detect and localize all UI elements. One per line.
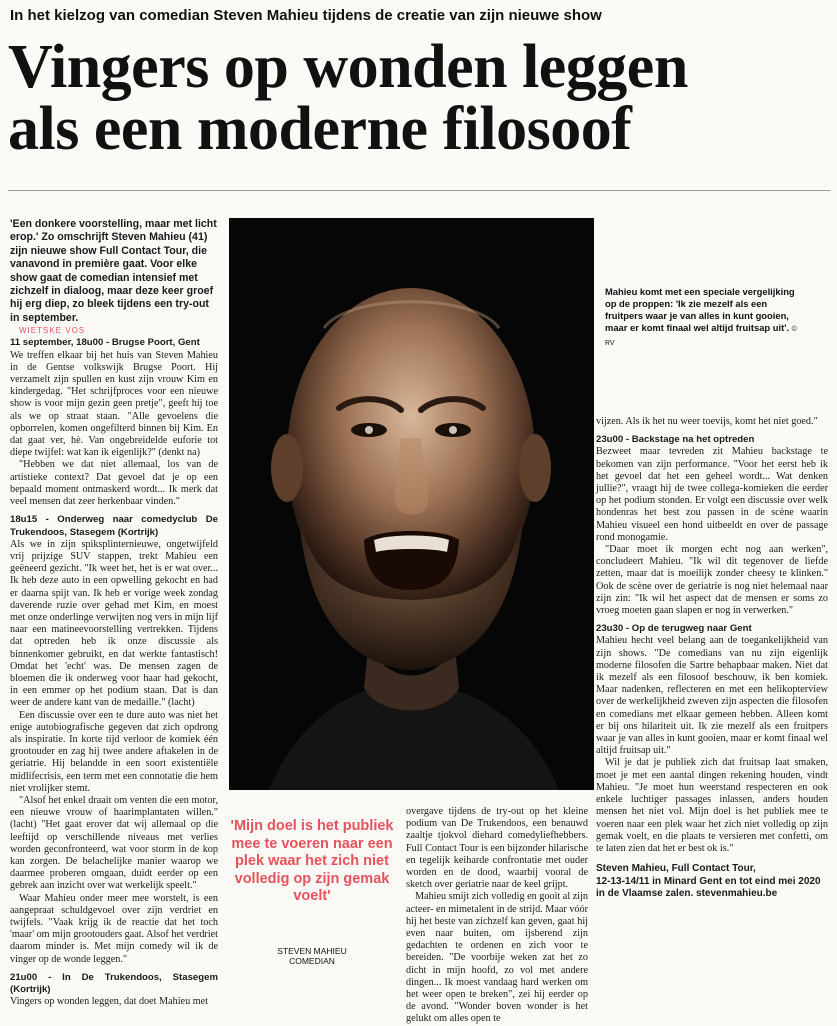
body-paragraph: vijzen. Als ik het nu weer toevijs, komt het niet goed.": [596, 416, 818, 427]
column-3: [596, 416, 828, 1000]
pull-quote-name: STEVEN MAHIEU: [277, 946, 347, 956]
body-paragraph: overgave tijdens de try-out op het kleine podium van De Trukendoos, een benauwd zaaltje tjokvol diehard comedyliefhebbers. Full Contact Tour is een bijzonder hilarische en tegelijk keiharde confrontatie met ouder worden en de dood, waarbij vooral de sketch over geriatrie naar de keel grijpt.: [406, 806, 588, 891]
column-2: [406, 806, 588, 1025]
column-1: [10, 218, 218, 1008]
column-3-body: [596, 416, 828, 855]
body-paragraph: Vingers op wonden leggen, dat doet Mahieu met: [10, 996, 208, 1008]
author-byline: WIETSKE VOS: [19, 326, 86, 336]
section-subheading: 11 september, 18u00 - Brugse Poort, Gent: [10, 337, 200, 349]
intro-text: 'Een donkere voorstelling, maar met licht erop.' Zo omschrijft Steven Mahieu (41) zijn nieuwe show Full Contact Tour, die vanavond in première gaat. Voor elke show gaat de comedian intensief met zichzelf in dialoog, maar deze keer groef hij erg diep, zo bleek tijdens een try-out in september.: [10, 218, 217, 324]
portrait-illustration: [229, 218, 594, 790]
body-paragraph: Mahieu smijt zich volledig en gooit al zijn acteer- en mimetalent in de strijd. Maar vóór hij het beste van zichzelf kan geven, gaat hij even naar buiten, om ijsberend zijn gedachten te ordenen en zich voor te bereiden. "De voorbije weken zat het zo dicht in mijn hoofd, zo vol met andere dingen... Ik moest vandaag hard werken om het weer open te breken", zei hij eerder op de avond. "Wonder boven wonder is het gelukt om alles open te: [406, 891, 588, 1025]
show-info-line-2: 12-13-14/11 in Minard Gent en tot eind mei 2020 in de Vlaamse zalen. stevenmahieu.be: [596, 875, 821, 899]
kicker: In het kielzog van comedian Steven Mahieu tijdens de creatie van zijn nieuwe show: [10, 7, 602, 24]
body-paragraph: Wil je dat je publiek zich dat fruitsap laat smaken, moet je met een aantal dingen rekening houden, vindt Mahieu. "Je moet hun weerstand respecteren en ook enkele luchtiger passages inlassen, anders houden mensen het niet vol. Mijn doel is het publiek mee te voeren naar een plek waar het zich niet volledig op zijn gemak voelt, en die plaats te versieren met confetti, om te laten zien dat het er best ok is.": [596, 757, 828, 854]
show-info-line-1: Steven Mahieu, Full Contact Tour,: [596, 863, 756, 875]
body-paragraph: Waar Mahieu onder meer mee worstelt, is een aangepraat schuldgevoel over zijn verdriet en twijfels. "Vaak krijg ik de reactie dat het toch 'maar' om mijn grootouders gaat. Alsof het verdriet daarom minder is. Met mijn comedy wil ik de vinger op de wonde leggen.": [10, 892, 218, 965]
pull-quote: 'Mijn doel is het publiek mee te voeren naar een plek waar het zich niet volledig op zijn gemak voelt': [230, 818, 394, 904]
headline-line-1: Vingers op wonden leggen: [8, 33, 688, 101]
body-paragraph: Mahieu hecht veel belang aan de toegankelijkheid van zijn shows. "De comedians van nu zijn eigenlijk moderne filosofen die Sartre behapbaar maken. Niet dat ik mezelf als een filosoof beschouw, ik ben komiek. Maar nadenken, reflecteren en met een helikopterview over de werkelijkheid zweven zijn aspecten die filosofen en comedians met elkaar gemeen hebben. Alleen komt er bij ons hilariteit uit. Ik zie mezelf als een fruitpers waar je van alles in kunt gooien, maar er komt finaal wel altijd fruitsap uit.": [596, 635, 828, 757]
column-2-body: [406, 806, 588, 1026]
caption-text: Mahieu komt met een speciale vergelijking op de proppen: 'Ik zie mezelf als een fruitpers waar je van alles in kunt gooien, maar er komt finaal wel altijd fruitsap uit'.: [605, 286, 795, 333]
headline-line-2: als een moderne filosoof: [8, 95, 632, 163]
body-paragraph: We treffen elkaar bij het huis van Steven Mahieu in de Gentse volkswijk Brugse Poort. Hij verzamelt zijn spullen en kust zijn vrouw Kim en kindergedag. "Het schrijfproces voor een nieuwe show is voor mijn gezin geen pretje", geeft hij toe als we op straat staan. "Alle gevoelens die opborrelen, komen ongefilterd binnen bij Kim. En dat gaat ver, hè. Van ongebreidelde euforie tot diepe twijfel: wat kan ik eigenlijk?" (denkt na): [10, 349, 218, 459]
body-paragraph: "Alsof het enkel draait om venten die een motor, een nieuwe vrouw of haarimplantaten willen." (lacht) "Het gaat erover dat wij allemaal op die leeftijd op verschillende niveaus met verlies worden geconfronteerd, wat voor storm in de kop kan zorgen. De belachelijke manier waarop we daarmee proberen omgaan, duidt eerder op een gebrek aan inzicht over wat werkelijk speelt.": [10, 794, 218, 892]
body-paragraph: Bezweet maar tevreden zit Mahieu backstage te bekomen van zijn performance. "Voor het eerst heb ik het gevoel dat het een geheel wordt... Wat denken jullie?", vraagt hij de twee collega-komieken die eerder op het podium stonden. Er volgt een discussie over welk hondenras het best zou passen in de scène waarin Mahieu visueel een hond uitbeeldt en over de passage rond monogamie.: [596, 446, 828, 543]
body-paragraph: "Daar moet ik morgen echt nog aan werken", concludeert Mahieu. "Ik wil dit tegenover de liefde zetten, maar dat is moeilijk zonder cheesy te klinken." Ook de scène over de geriatrie is nog niet helemaal naar zijn zin: "Ik wil het aspect dat de mensen er soms zo vroeg moeten gaan slapen er nog in verwerken.": [596, 544, 828, 617]
photo-caption: [605, 286, 805, 350]
photo-credit: © RV: [605, 326, 797, 347]
section-subheading: 23u00 - Backstage na het optreden: [596, 434, 755, 446]
section-subheading: 23u30 - Op de terugweg naar Gent: [596, 623, 752, 635]
body-paragraph: Een discussie over een te dure auto was niet het enige autobiografische gegeven dat zich opdrong als inspiratie. In korte tijd verloor de komiek één grootouder en zag hij twee andere aftakelen in de geriatrie. Hij belandde in een soort existentiële midlifecrisis, een term met een connotatie die hem niet vrolijker stemt.: [10, 709, 218, 794]
section-subheading: 18u15 - Onderweg naar comedyclub De Trukendoos, Stasegem (Kortrijk): [10, 514, 218, 538]
headline: [8, 33, 830, 163]
body-paragraph: Als we in zijn spiksplinternieuwe, ongetwijfeld vrij prijzige SUV stappen, trekt Mahieu een geëneerd gezicht. "Ik weet het, het is er wat over... Ik heb deze auto in een opwelling gekocht en had er daarna spijt van. Ik heb er vorige week zondag daverende ruzie over gehad met Kim, en moest met onze onderlinge verwijten nog vers in mijn lijf naar een matineevoorstelling vertrekken. Tijdens dat optreden heb ik onze discussie als binnenkomer gebruikt, en dat werkte fantastisch! Omdat het 'echt' was. De mensen zagen de bloemen die ik onderweg voor haar had gekocht, in een emmer op het podium staan. Dat is dan weer de andere kant van de medaille." (lacht): [10, 538, 218, 709]
divider: [8, 190, 830, 191]
pull-quote-attribution: [229, 946, 395, 966]
column-1-body: [10, 337, 218, 1008]
portrait-photo: [229, 218, 594, 790]
show-info: [596, 863, 828, 900]
section-subheading: 21u00 - In De Trukendoos, Stasegem (Kortrijk): [10, 971, 218, 996]
body-paragraph: "Hebben we dat niet allemaal, los van de artistieke context? Dat gevoel dat je op een bepaald moment ontmaskerd wordt... Ik merk dat veel mensen dat zeer herkenbaar vinden.": [10, 459, 218, 508]
pull-quote-role: COMEDIAN: [289, 956, 335, 966]
intro: [10, 218, 218, 325]
